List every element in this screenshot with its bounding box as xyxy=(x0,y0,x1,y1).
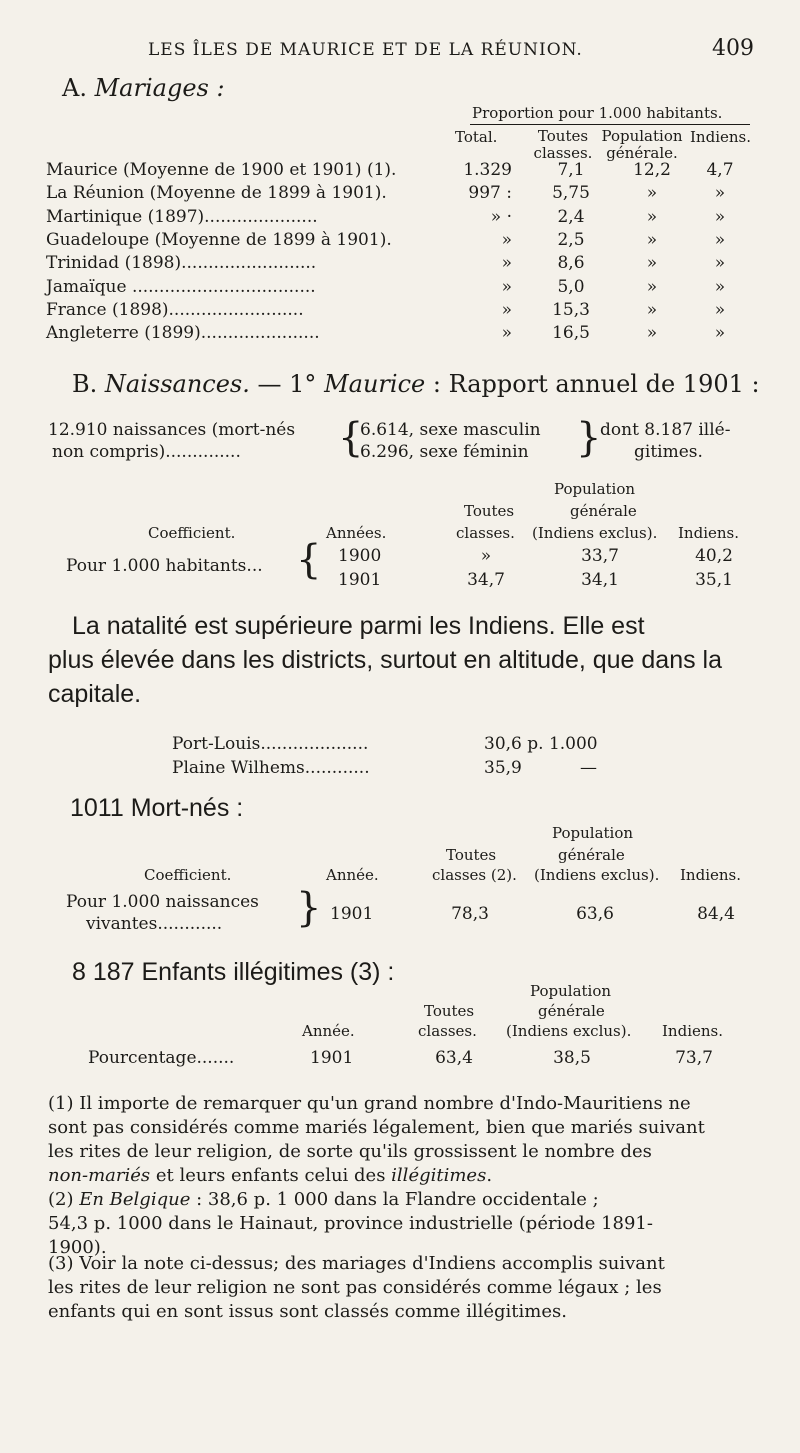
district-port-louis-value: 30,6 p. 1.000 xyxy=(484,734,598,754)
para-line: La natalité est supérieure parmi les Indiens. Elle est xyxy=(72,612,645,640)
t1-row-toutes: » xyxy=(480,546,492,566)
mariage-row-total: » xyxy=(501,229,512,250)
mariage-row-total: » xyxy=(501,323,512,344)
t1-row-toutes: 34,7 xyxy=(467,570,505,590)
mariage-row-toutes: 2,4 xyxy=(557,206,585,227)
il-population: Population xyxy=(530,982,612,1000)
mn-year: 1901 xyxy=(330,904,374,924)
mariage-row-label: La Réunion (Moyenne de 1899 à 1901). xyxy=(46,183,387,204)
mariage-row-pop: » xyxy=(646,323,658,344)
para-line: plus élevée dans les districts, surtout en altitude, que dans la xyxy=(48,646,723,674)
mn-exclus: (Indiens exclus). xyxy=(534,866,660,884)
il-indiens: Indiens. xyxy=(662,1022,723,1040)
mariage-row-ind: 4,7 xyxy=(706,160,734,180)
mn-classes: classes (2). xyxy=(432,866,517,884)
district-plaine-wilhems: Plaine Wilhems............ xyxy=(172,758,370,778)
para-line: capitale. xyxy=(48,680,142,708)
t1-indiens: Indiens. xyxy=(678,524,739,542)
mariage-row-pop: » xyxy=(646,206,658,227)
t1-toutes: Toutes xyxy=(464,502,515,520)
t1-exclus: (Indiens exclus). xyxy=(532,524,658,542)
mariage-row-total: » xyxy=(501,299,512,320)
mariage-row-toutes: 5,75 xyxy=(552,183,590,204)
mariage-row-pop: » xyxy=(646,299,658,320)
t1-row-ind: 35,1 xyxy=(695,570,733,590)
mariage-row-total: » · xyxy=(490,206,512,227)
t1-generale: générale xyxy=(570,502,637,520)
col-total: Total. xyxy=(455,128,498,146)
il-year: 1901 xyxy=(310,1048,354,1068)
mn-coefficient: Coefficient. xyxy=(144,866,232,884)
mn-label-2: vivantes............ xyxy=(86,914,223,934)
t1-brace: { xyxy=(296,537,322,583)
mariage-row-ind: » xyxy=(714,206,726,227)
t1-row-ind: 40,2 xyxy=(695,546,733,566)
mn-toutes: Toutes xyxy=(446,846,497,864)
col-toutes-classes: Toutes classes. xyxy=(533,127,593,162)
il-classes: classes. xyxy=(418,1022,477,1040)
t1-classes: classes. xyxy=(456,524,515,542)
t1-row-year: 1900 xyxy=(338,546,382,566)
col-indiens: Indiens. xyxy=(690,128,751,146)
mariage-row-toutes: 5,0 xyxy=(557,276,585,297)
sex-feminin: 6.296, sexe féminin xyxy=(360,442,529,462)
mariage-row-pop: » xyxy=(646,183,658,204)
births-line-1: 12.910 naissances (mort-nés xyxy=(48,420,296,440)
mariage-row-pop: 12,2 xyxy=(633,160,671,180)
mariage-row-ind: » xyxy=(714,323,726,344)
mn-v-pop: 63,6 xyxy=(576,904,614,924)
mariage-row-toutes: 7,1 xyxy=(557,160,585,180)
mariage-row-total: » xyxy=(501,253,512,274)
mn-generale: générale xyxy=(558,846,625,864)
brace-left: { xyxy=(338,415,364,461)
mn-v-toutes: 78,3 xyxy=(451,904,489,924)
page-number: 409 xyxy=(712,36,754,61)
mariage-row-toutes: 15,3 xyxy=(552,299,590,320)
mariage-row-label: France (1898)......................... xyxy=(46,299,304,320)
mariage-row-pop: » xyxy=(646,253,658,274)
t1-annees: Années. xyxy=(326,524,387,542)
t1-row-year: 1901 xyxy=(338,570,382,590)
district-plaine-wilhems-dash: — xyxy=(580,758,597,778)
t1-row-label: Pour 1.000 habitants... xyxy=(66,556,263,576)
mariage-row-total: 1.329 xyxy=(463,160,512,180)
il-exclus: (Indiens exclus). xyxy=(506,1022,632,1040)
il-generale: générale xyxy=(538,1002,605,1020)
dont-line-2: gitimes. xyxy=(634,442,703,462)
footnote-3: (3) Voir la note ci-dessus; des mariages d'Indiens accomplis suivant les rites de leur religion ne sont pas considérés comme légaux ; les enfants qui en sont issus sont classés comme illégitimes. xyxy=(48,1253,665,1322)
il-toutes: Toutes xyxy=(424,1002,475,1020)
mn-label-1: Pour 1.000 naissances xyxy=(66,892,259,912)
section-a-title: A. Mariages : xyxy=(62,74,225,102)
mariage-row-toutes: 8,6 xyxy=(557,253,585,274)
mariage-row-ind: » xyxy=(714,253,726,274)
mariage-row-ind: » xyxy=(714,276,726,297)
mariage-row-ind: » xyxy=(714,183,726,204)
mn-annee: Année. xyxy=(326,866,379,884)
mariage-row-ind: » xyxy=(714,229,726,250)
proportion-caption: Proportion pour 1.000 habitants. xyxy=(472,104,723,122)
mariage-row-label: Maurice (Moyenne de 1900 et 1901) (1). xyxy=(46,160,397,180)
footnote-2: (2) En Belgique : 38,6 p. 1 000 dans la Flandre occidentale ; 54,3 p. 1000 dans le Hainaut, province industrielle (période 1891- 1900). xyxy=(48,1189,653,1258)
t1-coefficient: Coefficient. xyxy=(148,524,236,542)
mariage-row-label: Martinique (1897)..................... xyxy=(46,206,318,227)
births-line-2: non compris).............. xyxy=(52,442,241,462)
mariage-row-total: 997 : xyxy=(468,183,512,204)
mariage-row-label: Trinidad (1898)......................... xyxy=(46,253,317,274)
il-v-pop: 38,5 xyxy=(553,1048,591,1068)
mariage-row-ind: » xyxy=(714,299,726,320)
district-port-louis: Port-Louis.................... xyxy=(172,734,369,754)
mariage-row-label: Angleterre (1899)...................... xyxy=(46,323,320,344)
mariage-row-label: Guadeloupe (Moyenne de 1899 à 1901). xyxy=(46,229,392,250)
mariage-row-label: Jamaïque .................................. xyxy=(46,276,316,297)
mn-v-ind: 84,4 xyxy=(697,904,735,924)
t1-population: Population xyxy=(554,480,636,498)
mn-brace: } xyxy=(296,885,322,931)
il-annee: Année. xyxy=(302,1022,355,1040)
mariage-row-toutes: 16,5 xyxy=(552,323,590,344)
mariage-row-pop: » xyxy=(646,229,658,250)
mn-population: Population xyxy=(552,824,634,842)
t1-row-pop: 33,7 xyxy=(581,546,619,566)
mariage-row-toutes: 2,5 xyxy=(557,229,585,250)
dont-line-1: dont 8.187 illé- xyxy=(600,420,731,440)
footnote-1: (1) Il importe de remarquer qu'un grand nombre d'Indo-Mauritiens ne sont pas considérés comme mariés légalement, bien que mariés suivant les rites de leur religion, de sorte qu'ils grossissent le nombre des non-mariés et leurs enfants celui des illégitimes. xyxy=(48,1093,705,1186)
il-v-toutes: 63,4 xyxy=(435,1048,473,1068)
section-b-title: B. Naissances. — 1° Maurice : Rapport annuel de 1901 : xyxy=(72,370,760,398)
mariage-row-total: » xyxy=(501,276,512,297)
col-population-generale: Population générale. xyxy=(601,127,683,162)
sex-masculin: 6.614, sexe masculin xyxy=(360,420,541,440)
district-plaine-wilhems-value: 35,9 xyxy=(484,758,522,778)
il-v-ind: 73,7 xyxy=(675,1048,713,1068)
running-header: LES ÎLES DE MAURICE ET DE LA RÉUNION. xyxy=(148,40,583,60)
mariage-row-pop: » xyxy=(646,276,658,297)
il-label: Pourcentage....... xyxy=(88,1048,235,1068)
t1-row-pop: 34,1 xyxy=(581,570,619,590)
mortnes-title: 1011 Mort-nés : xyxy=(70,794,244,822)
mn-indiens: Indiens. xyxy=(680,866,741,884)
illeg-title: 8 187 Enfants illégitimes (3) : xyxy=(72,958,395,986)
brace-right: } xyxy=(576,415,602,461)
